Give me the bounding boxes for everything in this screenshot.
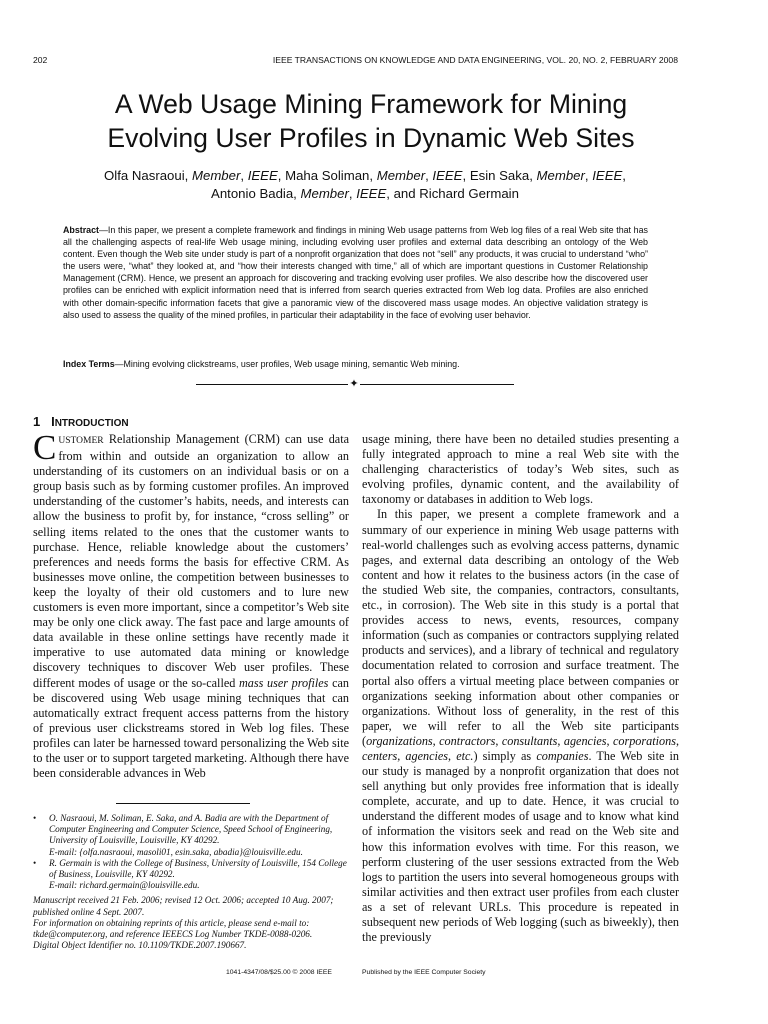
paragraph — [362, 507, 679, 945]
title-line-2: Evolving User Profiles in Dynamic Web Sites — [107, 123, 635, 153]
abstract — [63, 224, 648, 321]
author-society: IEEE — [247, 168, 278, 183]
paper-title — [20, 87, 722, 155]
emphasis: corporations — [612, 733, 676, 748]
emphasis: organizations — [366, 733, 433, 748]
author-society: IEEE — [592, 168, 623, 183]
author-name: Olfa Nasraoui, — [104, 168, 192, 183]
footnote-affiliation-2 — [33, 858, 349, 892]
paragraph-text: Relationship Management (CRM) can use data from within and outside an organization to allow an understanding of its customers on an individual basis or on a group basis such as by forming customer profiles. An improved understanding of the customer’s habits, needs, and interests can allow the business to profit by, for instance, “cross selling” or selling items related to the ones that the customer wants to purchase. Hence, reliable knowledge about the customers’ preferences and needs forms the basis for effective CRM. As businesses move online, the competition between businesses to keep the loyalty of their old customers and to lure new customers is even more important, since a competitor’s Web site may be only one click away. The fast pace and large amounts of data available in these online settings have recently made it imperative to use automated data mining or knowledge discovery techniques to discover Web user profiles. These different modes of usage or the so-called — [33, 432, 349, 690]
author-line-2: Antonio Badia, Member, IEEE, and Richard Germain — [211, 186, 519, 201]
copyright-line: 1041-4347/08/$25.00 © 2008 IEEE — [226, 969, 332, 976]
author-name: Maha Soliman, — [285, 168, 377, 183]
diamond-ornament-icon: ✦ — [349, 378, 359, 390]
footnote-text: R. Germain is with the College of Business, University of Louisville, 154 College of Business, Louisville, KY 40292. — [49, 857, 347, 880]
paragraph-text: ) simply as — [473, 748, 537, 763]
author-society: IEEE — [356, 186, 387, 201]
emphasis: contractors — [439, 733, 496, 748]
separator: , — [397, 748, 406, 763]
separator: , — [495, 733, 502, 748]
right-column — [362, 432, 679, 945]
author-list — [40, 167, 690, 203]
emphasis: etc. — [456, 748, 474, 763]
separator: , — [448, 748, 457, 763]
section-number: 1 — [33, 414, 41, 429]
paragraph-text: can be discovered using Web usage mining techniques that can automatically extract frequent access patterns from the history of previous user clickstreams stored in Web log files. These profiles can later be harnessed toward personalizing the Web site to the user or to support targeted marketing. Although there have been considerable advances in Web — [33, 675, 349, 781]
paragraph — [33, 428, 349, 781]
section-title-rest: NTRODUCTION — [54, 418, 129, 429]
emphasis: agencies — [563, 733, 607, 748]
separator: , — [675, 733, 679, 748]
footnote-text: O. Nasraoui, M. Soliman, E. Saka, and A. Badia are with the Department of Computer Engineering and Computer Science, Speed School of Engineering, University of Louisville, Louisville, KY 40292. — [49, 813, 333, 846]
separator: , — [606, 733, 613, 748]
journal-name: IEEE TRANSACTIONS ON KNOWLEDGE AND DATA ENGINEERING, VOL. 20, NO. 2, FEBRUARY 2008 — [272, 55, 678, 65]
section-divider — [196, 378, 514, 390]
emphasis: agencies — [405, 748, 449, 763]
paragraph-text: . The Web site in our study is managed by a nonprofit organization that does not sell anything but only provides free information that is ideally complete, accurate, and up to date. Hence, it was crucial to understand the different modes of usage and to know what kind of information the visitors seek and read on the Web site and how this information evolves with time. For this reason, we perform clustering of the user sessions extracted from the Web logs to partition the users into several homogeneous groups with similar activities and then extract user profiles from each cluster as a set of relevant URLs. This procedure is repeated in subsequent new periods of Web logging (such as biweekly), then the previously — [362, 748, 679, 945]
author-membership: Member — [192, 168, 241, 183]
section-first-letter: I — [51, 414, 55, 429]
paragraph-text: In this paper, we present a complete framework and a summary of our experience in mining Web usage patterns with real-world challenges such as evolving access patterns, dynamic pages, and external data describing an ontology of the Web content and how it relates to the business actors (in the case of the studied Web site, the companies, contractors, consultants, etc., in corrosion). The Web site in this study is a portal that provides access to news, events, resources, company information (such as companies or contractors supplying related products and services), and a library of technical and regulatory documentation related to corrosion and surface treatment. The portal also offers a virtual meeting place between companies or organizations seeking information about other companies or organizations. Without loss of generality, in the rest of this paper, we will refer to all the Web site participants ( — [362, 507, 679, 748]
drop-cap: C — [33, 428, 57, 467]
footnote-affiliation-1 — [33, 813, 349, 858]
left-column — [33, 428, 349, 781]
section-heading — [33, 414, 129, 429]
emphasis: consultants — [501, 733, 558, 748]
footnote-rule — [116, 803, 250, 804]
bullet-icon: • — [33, 857, 37, 868]
abstract-text: —In this paper, we present a complete framework and findings in mining Web usage patterns from Web log files of a real Web site that has all the challenging aspects of real-life Web usage mining, including evolving user profiles and external data describing an ontology of the Web content. Even though the Web site under study is part of a nonprofit organization that does not “sell” any products, it was crucial to understand “who” the users were, “what” they looked at, and “how their interests changed with time,” all of which are important questions in Customer Relationship Management (CRM). Hence, we present an approach for discovering and tracking evolving user profiles. We also describe how the discovered user profiles can be enriched with explicit information need that is inferred from search queries extracted from Web log data. Profiles are also enriched with other domain-specific information facets that give a panoramic view of the discovered mass usage modes. An objective validation strategy is also used to assess the quality of the mined profiles, in particular their adaptability in the face of evolving user behavior. — [63, 225, 648, 320]
separator: , — [557, 733, 564, 748]
author-membership: Member — [536, 168, 585, 183]
smallcaps-word: USTOMER — [58, 436, 104, 446]
author-name: Antonio Badia, — [211, 186, 301, 201]
title-line-1: A Web Usage Mining Framework for Mining — [114, 89, 628, 119]
publisher-line: Published by the IEEE Computer Society — [362, 969, 486, 976]
author-line-1: Olfa Nasraoui, Member, IEEE, Maha Soliman, Member, IEEE, Esin Saka, Member, IEEE, — [104, 168, 626, 183]
emphasis: mass user profiles — [238, 675, 329, 690]
index-terms-label: Index Terms — [63, 359, 115, 369]
separator: , — [432, 733, 440, 748]
page-number: 202 — [33, 55, 48, 65]
author-membership: Member — [300, 186, 349, 201]
author-name: Esin Saka, — [469, 168, 537, 183]
manuscript-dates: Manuscript received 21 Feb. 2006; revised 12 Oct. 2006; accepted 10 Aug. 2007; published online 4 Sept. 2007. — [33, 895, 334, 917]
author-society: IEEE — [432, 168, 463, 183]
abstract-label: Abstract — [63, 225, 100, 235]
emphasis: companies — [536, 748, 589, 763]
author-membership: Member — [376, 168, 426, 183]
paragraph: usage mining, there have been no detailed studies presenting a fully integrated approach to mine a real Web site with the challenging characteristics of today’s Web sites, such as evolving profiles, dynamic content, and the availability of taxonomy or databases in addition to Web logs. — [362, 432, 679, 507]
bullet-icon: • — [33, 813, 37, 823]
author-name: and Richard Germain — [393, 186, 519, 201]
index-terms-text: —Mining evolving clickstreams, user profiles, Web usage mining, semantic Web mining. — [114, 359, 460, 369]
doi: Digital Object Identifier no. 10.1109/TKDE.2007.190667. — [33, 940, 247, 951]
index-terms — [63, 359, 648, 369]
footnotes — [33, 813, 349, 951]
footnote-email: E-mail: {olfa.nasraoui, masoli01, esin.saka, abadia}@louisville.edu. — [49, 846, 303, 857]
reprints-info: For information on obtaining reprints of this article, please send e-mail to: tkde@computer.org, and reference IEEECS Log Number TKDE-0088-0206. — [33, 917, 313, 940]
emphasis: centers — [362, 748, 398, 763]
footnote-email: E-mail: richard.germain@louisville.edu. — [49, 880, 200, 891]
